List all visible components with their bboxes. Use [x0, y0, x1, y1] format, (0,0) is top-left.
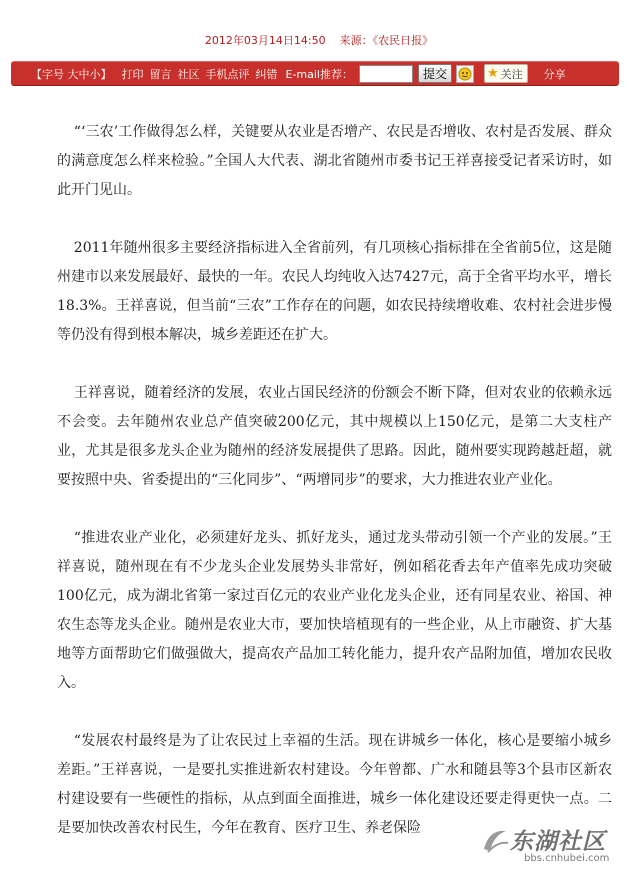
- share-widget-icon[interactable]: [456, 65, 474, 83]
- site-watermark: [480, 821, 630, 867]
- article-paragraph: 王祥喜说，随着经济的发展，农业占国民经济的份额会不断下降，但对农业的依赖永远不会变。去年随州农业总产值突破200亿元，其中规模以上150亿元，是第二大支柱产业，尤其是很多龙头企业为随州的经济发展提供了思路。因此，随州要实现跨越赶超，就要按照中央、省委提出的“三化同步”、“两增同步”的要求，大力推进农业产业化。: [57, 385, 612, 488]
- watermark-url: bbs.cnhubei.com: [524, 853, 610, 864]
- comment-link[interactable]: 留言: [149, 67, 172, 81]
- follow-button[interactable]: [484, 64, 528, 83]
- article-paragraph: 2011年随州很多主要经济指标进入全省前列，有几项核心指标排在全省前5位，这是随州建市以来发展最好、最快的一年。农民人均纯收入达7427元，高于全省平均水平，增长18.3%。王祥喜说，但当前“三农”工作存在的问题，如农民持续增收难、农村社会进步慢等仍没有得到根本解决，城乡差距还在扩大。: [57, 240, 612, 343]
- mobile-review-link[interactable]: 手机点评: [205, 67, 250, 81]
- email-recommend-label: E-mail推荐：: [285, 67, 353, 81]
- article-body: [57, 118, 612, 872]
- watermark-title: 东湖社区: [510, 829, 606, 855]
- share-link[interactable]: 分享: [543, 67, 566, 81]
- print-link[interactable]: 打印: [121, 67, 144, 81]
- watermark-logo-icon: [480, 825, 510, 855]
- correction-link[interactable]: 纠错: [255, 67, 278, 81]
- article-paragraph: “‘三农’工作做得怎么样，关键要从农业是否增产、农民是否增收、农村是否发展、群众的满意度怎么样来检验。”全国人大代表、湖北省随州市委书记王祥喜接受记者采访时，如此开门见山。: [57, 124, 612, 198]
- article-meta: [0, 32, 638, 48]
- font-size-control[interactable]: 【字号 大中小】: [31, 67, 112, 81]
- star-icon: ★: [487, 66, 499, 81]
- article-paragraph: “发展农村最终是为了让农民过上幸福的生活。现在讲城乡一体化，核心是要缩小城乡差距。”王祥喜说，一是要扎实推进新农村建设。今年曾都、广水和随县等3个县市区新农村建设要有一些硬性的指标，从点到面全面推进，城乡一体化建设还要走得更快一点。二是要加快改善农村民生，今年在教育、医疗卫生、养老保险: [57, 733, 612, 836]
- article-paragraph: “推进农业产业化，必须建好龙头、抓好龙头，通过龙头带动引领一个产业的发展。”王祥喜说，随州现在有不少龙头企业发展势头非常好，例如稻花香去年产值率先成功突破100亿元，成为湖北省第一家过百亿元的农业产业化龙头企业，还有同星农业、裕国、神农生态等龙头企业。随州是农业大市，要加快培植现有的一些企业，从上市融资、扩大基地等方面帮助它们做强做大，提高农产品加工转化能力，提升农产品附加值，增加农民收入。: [57, 530, 612, 691]
- source-name: 《农民日报》: [372, 34, 434, 47]
- email-input[interactable]: [359, 65, 413, 83]
- submit-button[interactable]: 提交: [418, 64, 452, 83]
- publish-datetime: 2012年03月14日14:50: [204, 34, 326, 47]
- community-link[interactable]: 社区: [177, 67, 200, 81]
- article-toolbar: [11, 61, 619, 86]
- smiley-icon: [458, 67, 472, 81]
- follow-label: 关注: [500, 67, 523, 81]
- source-label: 来源：: [339, 34, 373, 47]
